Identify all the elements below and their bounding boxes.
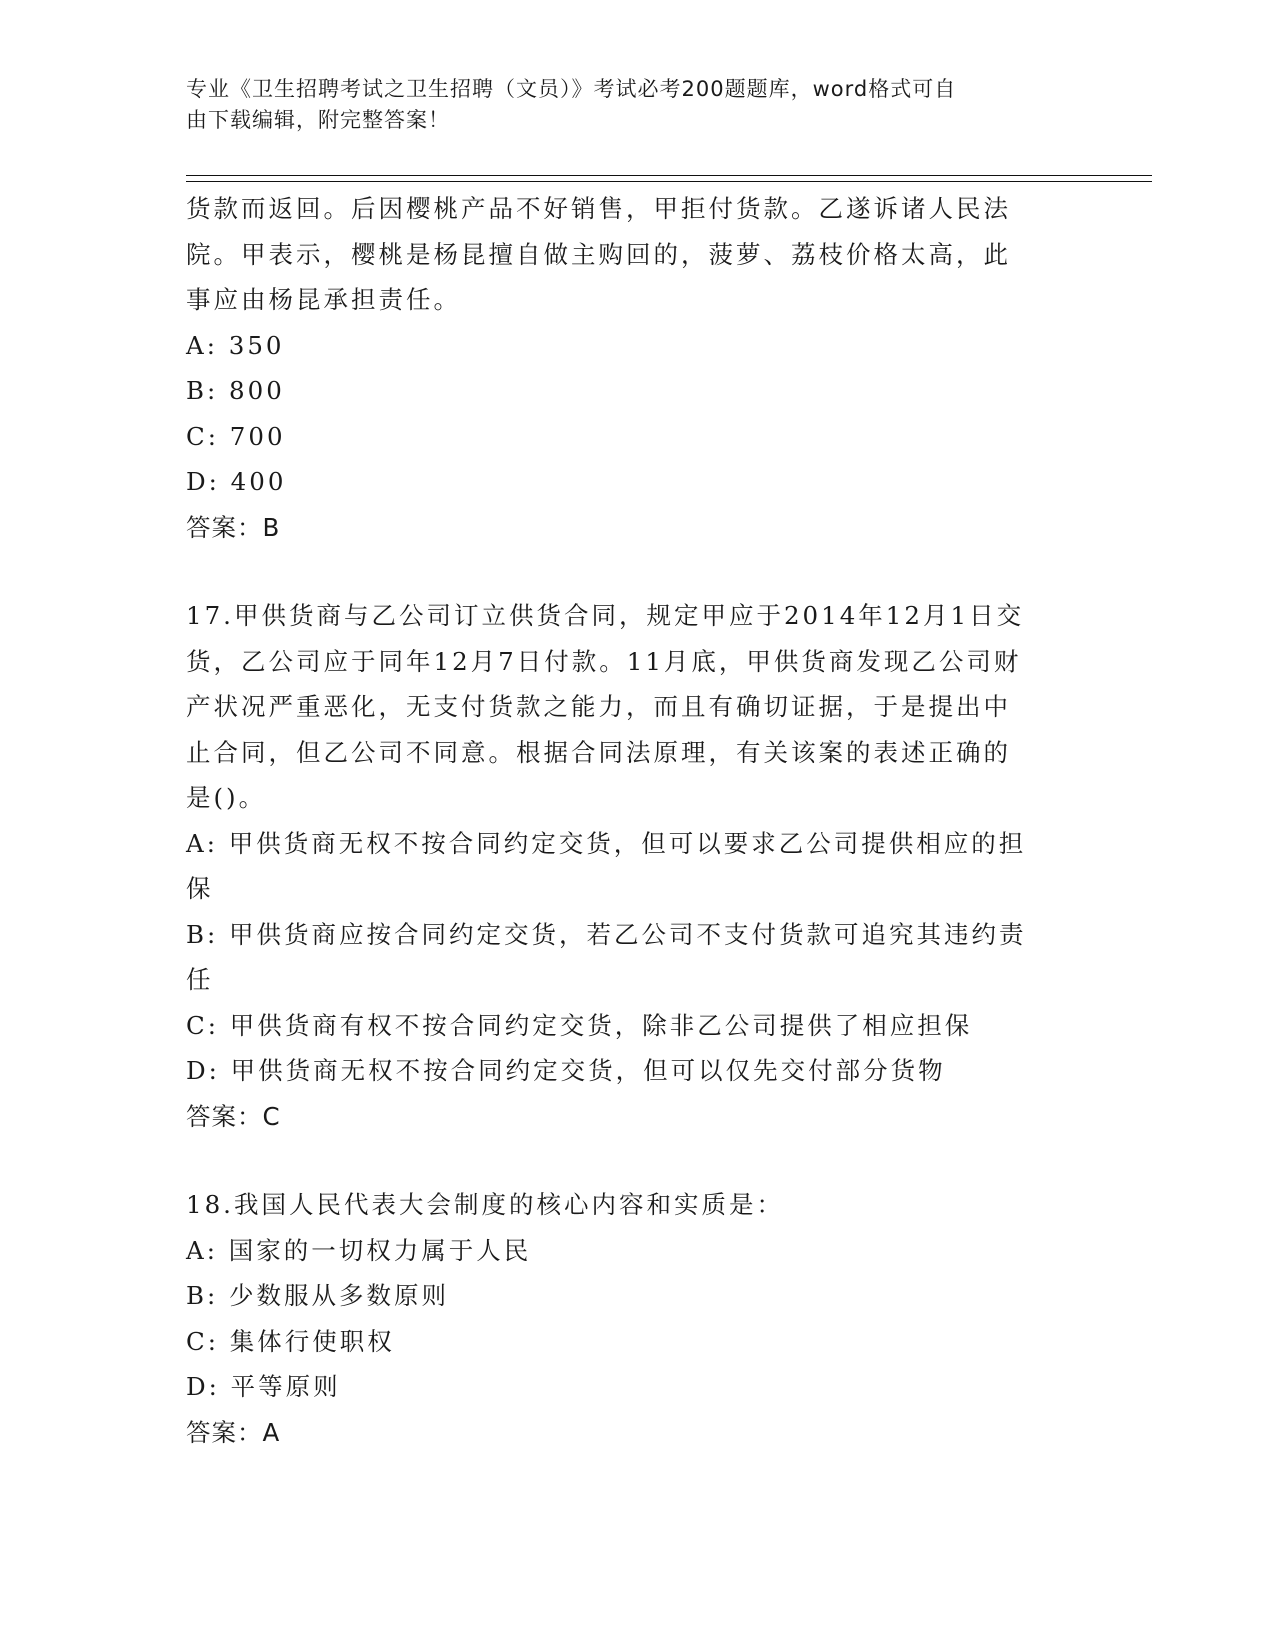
question-line: 产状况严重恶化，无支付货款之能力，而且有确切证据，于是提出中 <box>186 692 1011 721</box>
option-b: B: 800 <box>186 376 285 405</box>
answer-label: 答案：A <box>186 1417 281 1447</box>
document-body <box>186 186 1086 1455</box>
question-line: 货，乙公司应于同年12月7日付款。11月底，甲供货商发现乙公司财 <box>186 646 1022 676</box>
option-b <box>186 912 1086 1003</box>
option-a: A: 350 <box>186 330 285 360</box>
option-a <box>186 821 1086 912</box>
option-d <box>186 1048 1086 1094</box>
header-line-2: 由下载编辑，附完整答案！ <box>186 108 450 132</box>
header-divider-bottom <box>186 181 1152 182</box>
question-16-continuation <box>186 186 1086 550</box>
page-header <box>186 74 1066 136</box>
question-line: 是()。 <box>186 783 267 812</box>
option-line: D: 甲供货商无权不按合同约定交货，但可以仅先交付部分货物 <box>186 1056 946 1085</box>
option-line: 任 <box>186 965 214 994</box>
question-text <box>186 186 1086 323</box>
option-line: 保 <box>186 874 214 903</box>
header-divider-top <box>186 175 1152 176</box>
option-d: D: 平等原则 <box>186 1372 341 1401</box>
question-line: 止合同，但乙公司不同意。根据合同法原理，有关该案的表述正确的 <box>186 737 1011 767</box>
header-line-1: 专业《卫生招聘考试之卫生招聘（文员）》考试必考200题题库，word格式可自 <box>186 77 957 101</box>
option-b: B: 少数服从多数原则 <box>186 1281 450 1310</box>
question-17 <box>186 593 1086 1139</box>
option-line: B: 甲供货商应按合同约定交货，若乙公司不支付货款可追究其违约责 <box>186 919 1027 949</box>
question-line: 货款而返回。后因樱桃产品不好销售，甲拒付货款。乙遂诉诸人民法 <box>186 194 1011 223</box>
option-c: C: 700 <box>186 421 286 451</box>
question-18 <box>186 1182 1086 1455</box>
option-a: A: 国家的一切权力属于人民 <box>186 1235 532 1265</box>
option-c <box>186 1003 1086 1049</box>
option-line: C: 甲供货商有权不按合同约定交货，除非乙公司提供了相应担保 <box>186 1010 973 1040</box>
answer-label: 答案：C <box>186 1101 281 1131</box>
question-line: 事应由杨昆承担责任。 <box>186 285 461 314</box>
option-c: C: 集体行使职权 <box>186 1326 395 1356</box>
answer-label: 答案：B <box>186 512 281 542</box>
question-text <box>186 1182 1086 1228</box>
question-line: 17.甲供货商与乙公司订立供货合同，规定甲应于2014年12月1日交 <box>186 601 1025 630</box>
question-line: 18.我国人民代表大会制度的核心内容和实质是： <box>186 1190 784 1219</box>
option-d: D: 400 <box>186 467 287 496</box>
option-line: A: 甲供货商无权不按合同约定交货，但可以要求乙公司提供相应的担 <box>186 828 1027 858</box>
question-line: 院。甲表示，樱桃是杨昆擅自做主购回的，菠萝、荔枝价格太高，此 <box>186 239 1011 269</box>
question-text <box>186 593 1086 821</box>
